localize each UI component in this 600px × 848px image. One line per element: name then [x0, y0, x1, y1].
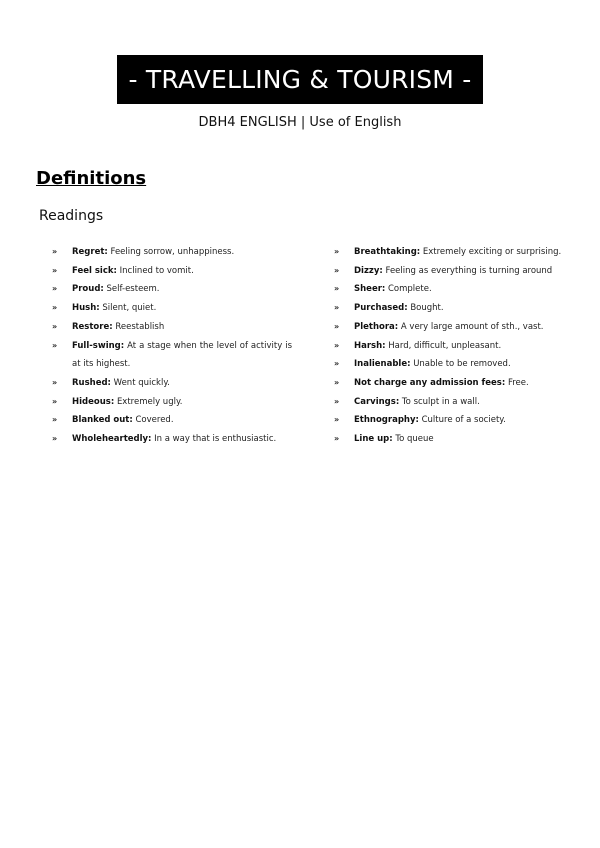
- list-item: [52, 393, 292, 412]
- definition: At a stage when the level of activity is at its highest.: [72, 340, 293, 370]
- term: Not charge any admission fees:: [354, 377, 506, 388]
- term: Line up:: [354, 434, 393, 445]
- term: Proud:: [72, 284, 104, 295]
- list-item: [52, 430, 292, 449]
- definition: Inclined to vomit.: [119, 265, 194, 276]
- term: Harsh:: [354, 340, 386, 351]
- list-item: [334, 355, 564, 374]
- list-item: [52, 243, 292, 262]
- list-item: [334, 374, 564, 393]
- term: Carvings:: [354, 396, 400, 407]
- definition: To queue: [395, 434, 434, 445]
- term: Wholeheartedly:: [72, 434, 152, 445]
- definition: Unable to be removed.: [413, 359, 511, 370]
- bullet-icon: »: [52, 247, 58, 256]
- term: Breathtaking:: [354, 247, 421, 257]
- term: Rushed:: [72, 377, 111, 388]
- sub-heading: Readings: [39, 208, 104, 224]
- document-title-text: - TRAVELLING & TOURISM -: [128, 65, 472, 94]
- term: Regret:: [72, 247, 108, 257]
- term: Inalienable:: [354, 359, 411, 370]
- definition: Culture of a society.: [421, 415, 506, 426]
- list-item: [52, 299, 292, 318]
- list-item: [334, 411, 564, 430]
- bullet-icon: »: [334, 340, 340, 350]
- bullet-icon: »: [52, 415, 58, 425]
- term: Feel sick:: [72, 265, 117, 276]
- list-item: [334, 262, 564, 281]
- definition: Bought.: [410, 303, 444, 314]
- bullet-icon: »: [52, 321, 58, 331]
- bullet-icon: »: [334, 359, 340, 369]
- list-item: [52, 337, 292, 374]
- bullet-icon: »: [334, 415, 340, 425]
- term: Hideous:: [72, 396, 115, 407]
- bullet-icon: »: [334, 303, 340, 313]
- definition: Silent, quiet.: [102, 303, 157, 314]
- bullet-icon: »: [52, 396, 58, 406]
- bullet-icon: »: [334, 377, 340, 387]
- bullet-icon: »: [52, 284, 58, 294]
- definition: To sculpt in a wall.: [401, 396, 480, 407]
- list-item: [334, 393, 564, 412]
- term: Full-swing:: [72, 340, 125, 351]
- term: Hush:: [72, 303, 100, 314]
- bullet-icon: »: [334, 321, 340, 331]
- bullet-icon: »: [334, 284, 340, 294]
- bullet-icon: »: [334, 434, 340, 444]
- bullet-icon: »: [52, 434, 58, 444]
- list-item: [334, 280, 564, 299]
- list-item: [52, 318, 292, 337]
- definition: In a way that is enthusiastic.: [154, 434, 277, 445]
- bullet-icon: »: [52, 303, 58, 313]
- term: Dizzy:: [354, 265, 383, 276]
- definition: Free.: [507, 377, 529, 388]
- bullet-icon: »: [52, 265, 58, 275]
- term: Sheer:: [354, 284, 386, 295]
- definition: Self-esteem.: [106, 284, 160, 295]
- definition: Feeling as everything is turning around: [385, 265, 553, 276]
- list-item: [52, 374, 292, 393]
- definitions-list-right: [334, 243, 564, 449]
- list-item: [52, 280, 292, 299]
- list-item: [334, 299, 564, 318]
- definition: Went quickly.: [113, 377, 170, 388]
- bullet-icon: »: [334, 247, 340, 256]
- term: Restore:: [72, 321, 113, 332]
- term: Purchased:: [354, 303, 408, 314]
- bullet-icon: »: [52, 377, 58, 387]
- section-heading: Definitions: [36, 168, 147, 189]
- definition: Reestablish: [115, 321, 165, 332]
- term: Plethora:: [354, 321, 399, 332]
- list-item: [52, 411, 292, 430]
- list-item: [334, 318, 564, 337]
- term: Blanked out:: [72, 415, 133, 426]
- list-item: [52, 262, 292, 281]
- document-title: [117, 55, 483, 104]
- list-item: [334, 430, 564, 449]
- bullet-icon: »: [52, 340, 58, 350]
- list-item: [334, 243, 564, 262]
- list-item: [334, 337, 564, 356]
- definition: A very large amount of sth., vast.: [400, 321, 544, 332]
- definition: Hard, difficult, unpleasant.: [388, 340, 502, 351]
- bullet-icon: »: [334, 265, 340, 275]
- document-subtitle: DBH4 ENGLISH | Use of English: [198, 115, 402, 130]
- definition: Feeling sorrow, unhappiness.: [110, 247, 235, 257]
- bullet-icon: »: [334, 396, 340, 406]
- term: Ethnography:: [354, 415, 419, 426]
- definition: Extremely exciting or surprising.: [422, 247, 562, 257]
- definition: Covered.: [135, 415, 174, 426]
- definition: Complete.: [388, 284, 432, 295]
- definition: Extremely ugly.: [116, 396, 183, 407]
- definitions-list-left: [52, 243, 292, 449]
